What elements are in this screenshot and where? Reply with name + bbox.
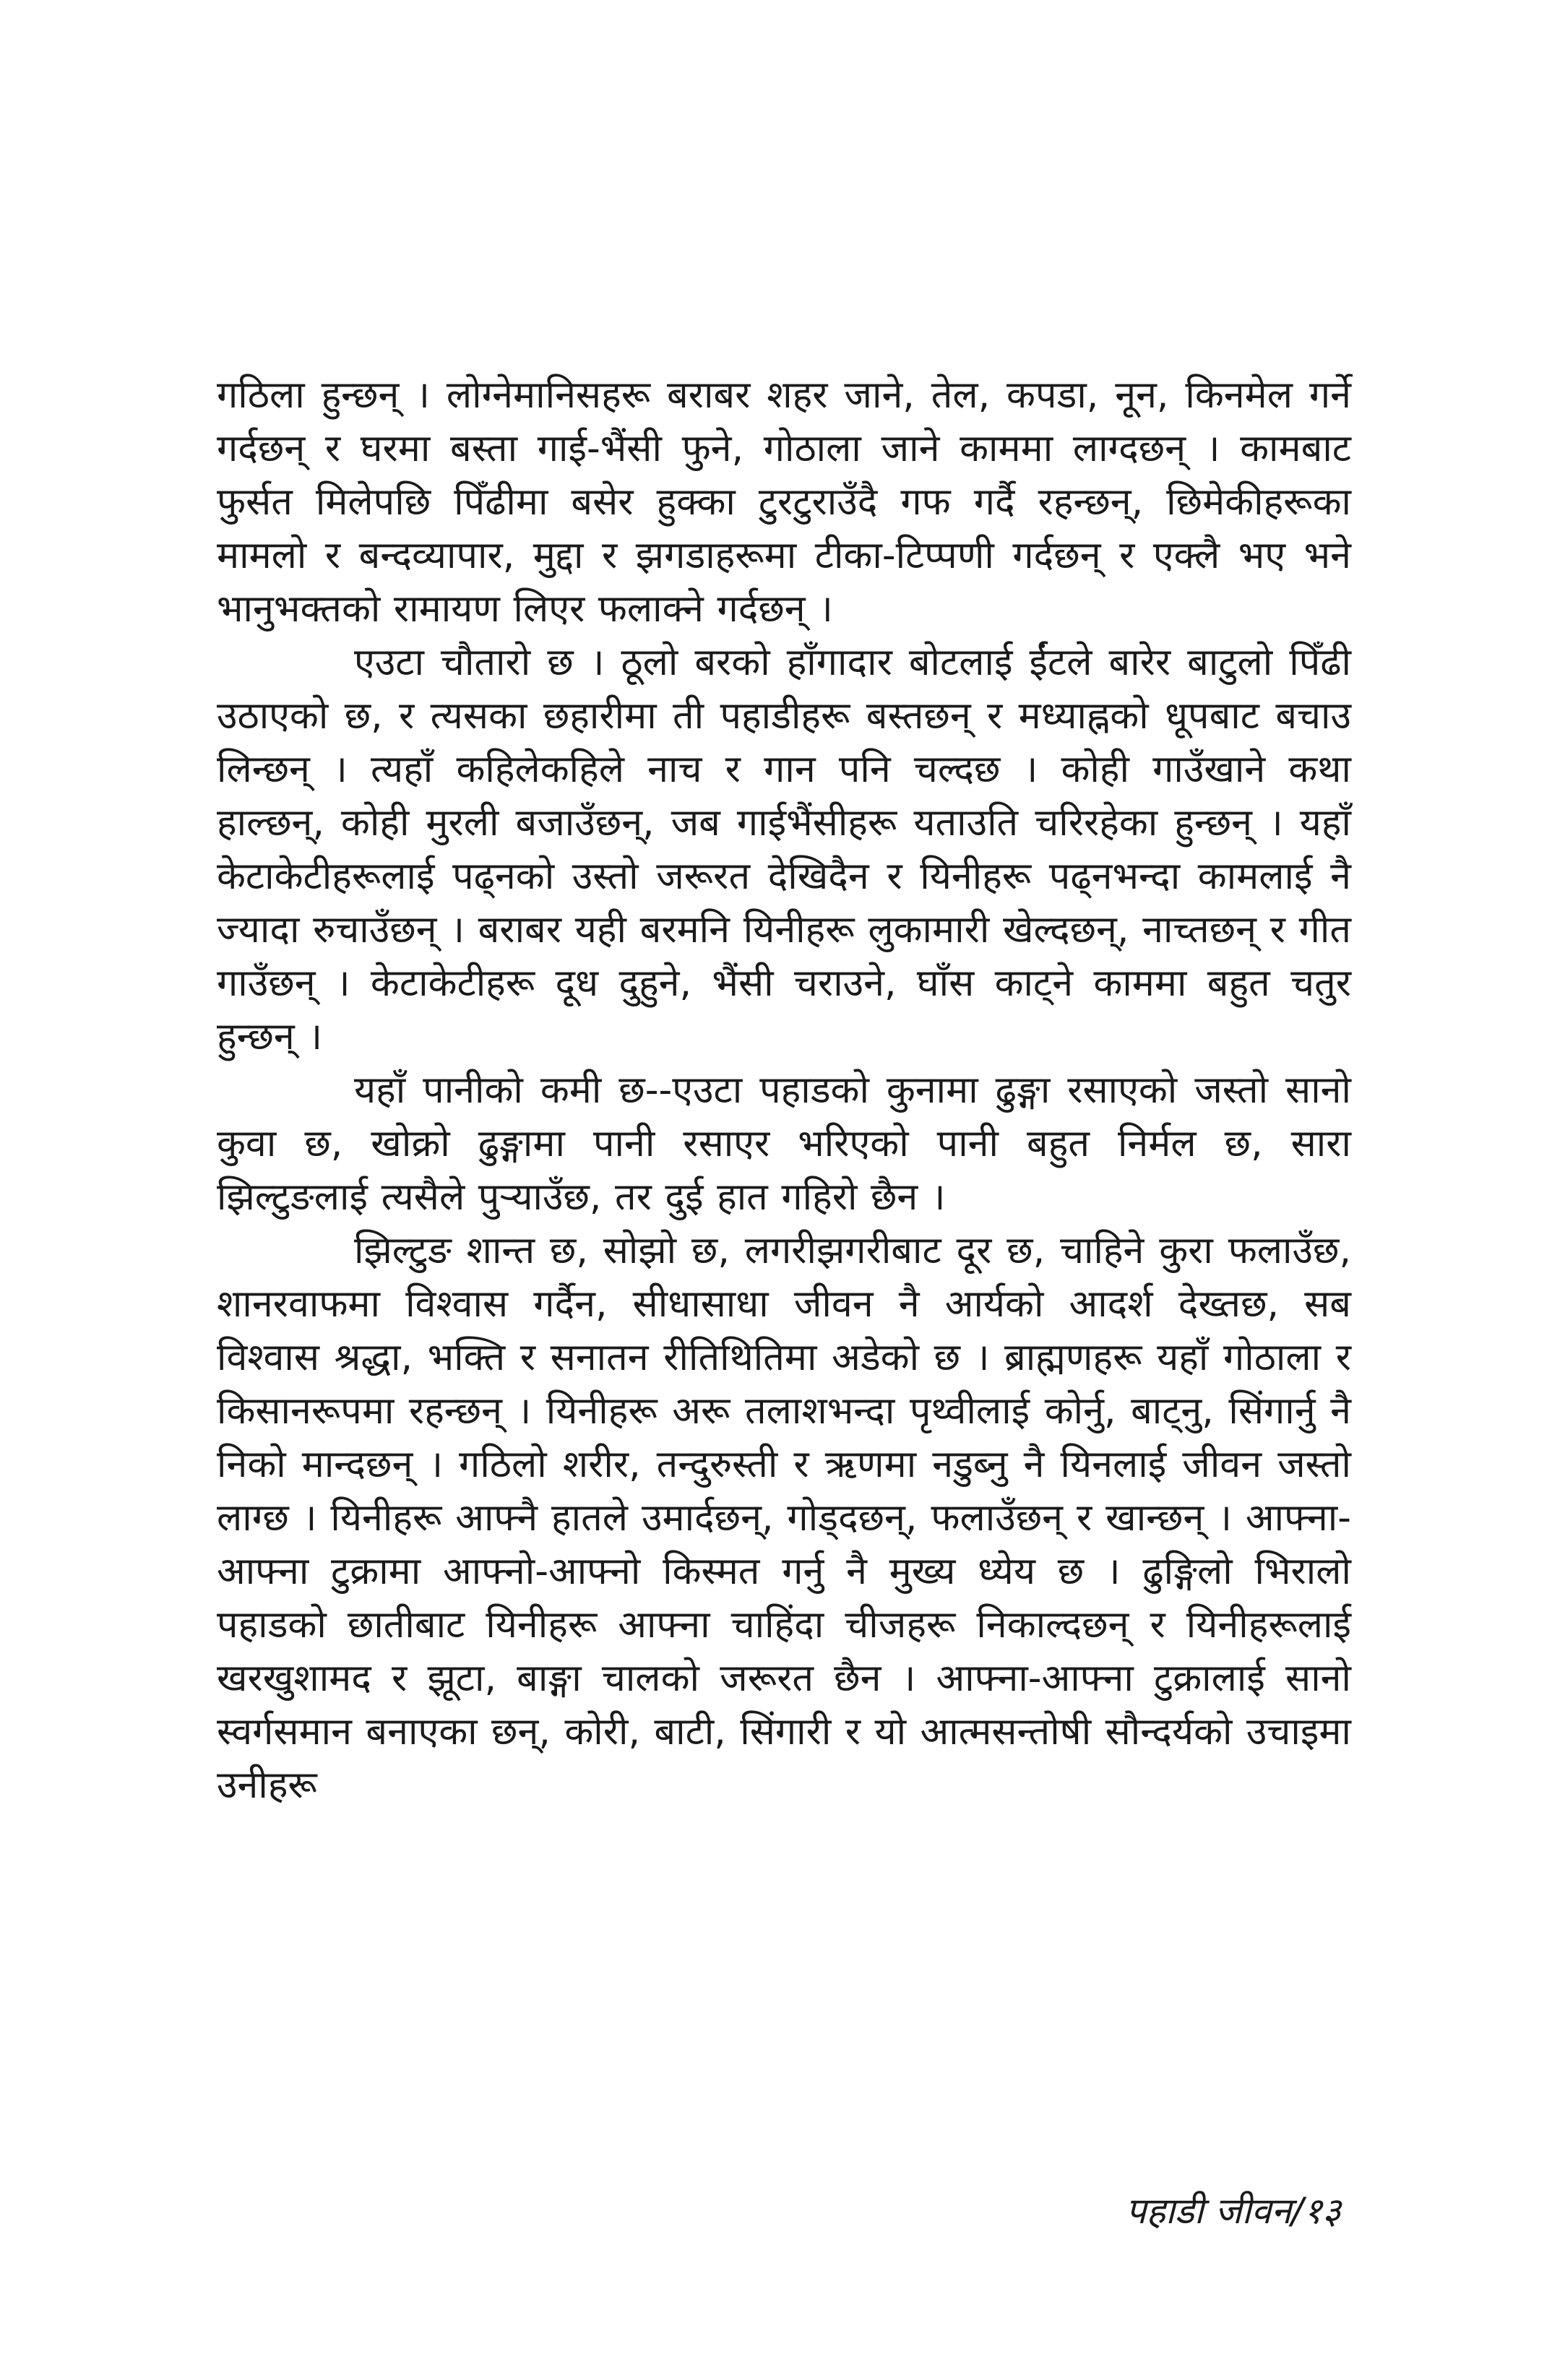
paragraph-1: गठिला हुन्छन् । लोग्नेमानिसहरू बराबर शहर जाने, तेल, कपडा, नून, किनमेल गर्ने गर्दछन् र घरमा बस्ता गाई-भैंसी फुने, गोठाला जाने काममा लाग्दछन् । कामबाट फुर्सत मिलेपछि पिँढीमा बसेर हुक्का टुरटुराउँदै गफ गर्दै रहन्छन्, छिमेकीहरूका मामलो र बन्दव्यापार, मुद्दा र झगडाहरूमा टीका-टिप्पणी गर्दछन् र एक्लै भए भने भानुभक्तको रामायण लिएर फलाक्ने गर्दछन् । [217,374,1351,631]
paragraph-2: एउटा चौतारो छ । ठूलो बरको हाँगादार बोटलाई ईंटले बारेर बाटुलो पिँढी उठाएको छ, र त्यसका छहारीमा ती पहाडीहरू बस्तछन् र मध्याह्नको धूपबाट बचाउ लिन्छन् । त्यहाँ कहिलेकहिले नाच र गान पनि चल्दछ । कोही गाउँखाने कथा हाल्छन्, कोही मुरली बजाउँछन्, जब गाईभैंसीहरू यताउति चरिरहेका हुन्छन् । यहाँ केटाकेटीहरूलाई पढ्नको उस्तो जरूरत देखिदैन र यिनीहरू पढ्नभन्दा कामलाई नै ज्यादा रुचाउँछन् । बराबर यही बरमनि यिनीहरू लुकामारी खेल्दछन्, नाच्तछन् र गीत गाउँछन् । केटाकेटीहरू दूध दुहुने, भैंसी चराउने, घाँस काट्ने काममा बहुत चतुर हुन्छन् । [217,641,1351,1059]
paragraph-3: यहाँ पानीको कमी छ--एउटा पहाडको कुनामा ढुङ्गा रसाएको जस्तो सानो कुवा छ, खोक्रो ढुङ्गामा पानी रसाएर भरिएको पानी बहुत निर्मल छ, सारा झिल्टुङलाई त्यसैले पुऱ्याउँछ, तर दुई हात गहिरो छैन । [217,1069,1351,1219]
paragraph-4: झिल्टुङ शान्त छ, सोझो छ, लगरीझगरीबाट दूर छ, चाहिने कुरा फलाउँछ, शानरवाफमा विश्वास गर्दैन, सीधासाधा जीवन नै आर्यको आदर्श देख्तछ, सब विश्वास श्रद्धा, भक्ति र सनातन रीतिथितिमा अडेको छ । ब्राह्मणहरू यहाँ गोठाला र किसानरूपमा रहन्छन् । यिनीहरू अरू तलाशभन्दा पृथ्वीलाई कोर्नु, बाट्नु, सिंगार्नु नै निको मान्दछन् । गठिलो शरीर, तन्दुरुस्ती र ऋणमा नडुब्नु नै यिनलाई जीवन जस्तो लाग्छ । यिनीहरू आफ्नै हातले उमार्दछन्, गोड्दछन्, फलाउँछन् र खान्छन् । आफ्ना-आफ्ना टुक्रामा आफ्नो-आफ्नो किस्मत गर्नु नै मुख्य ध्येय छ । ढुङ्गिलो भिरालो पहाडको छातीबाट यिनीहरू आफ्ना चाहिंदा चीजहरू निकाल्दछन् र यिनीहरूलाई खरखुशामद र झूटा, बाङ्गा चालको जरूरत छैन । आफ्ना-आफ्ना टुक्रालाई सानो स्वर्गसमान बनाएका छन्, कोरी, बाटी, सिंगारी र यो आत्मसन्तोषी सौन्दर्यको उचाइमा उनीहरू [217,1229,1351,1807]
page-footer: पहाडी जीवन/१३ [1126,2190,1341,2232]
body-text [217,368,1351,1812]
